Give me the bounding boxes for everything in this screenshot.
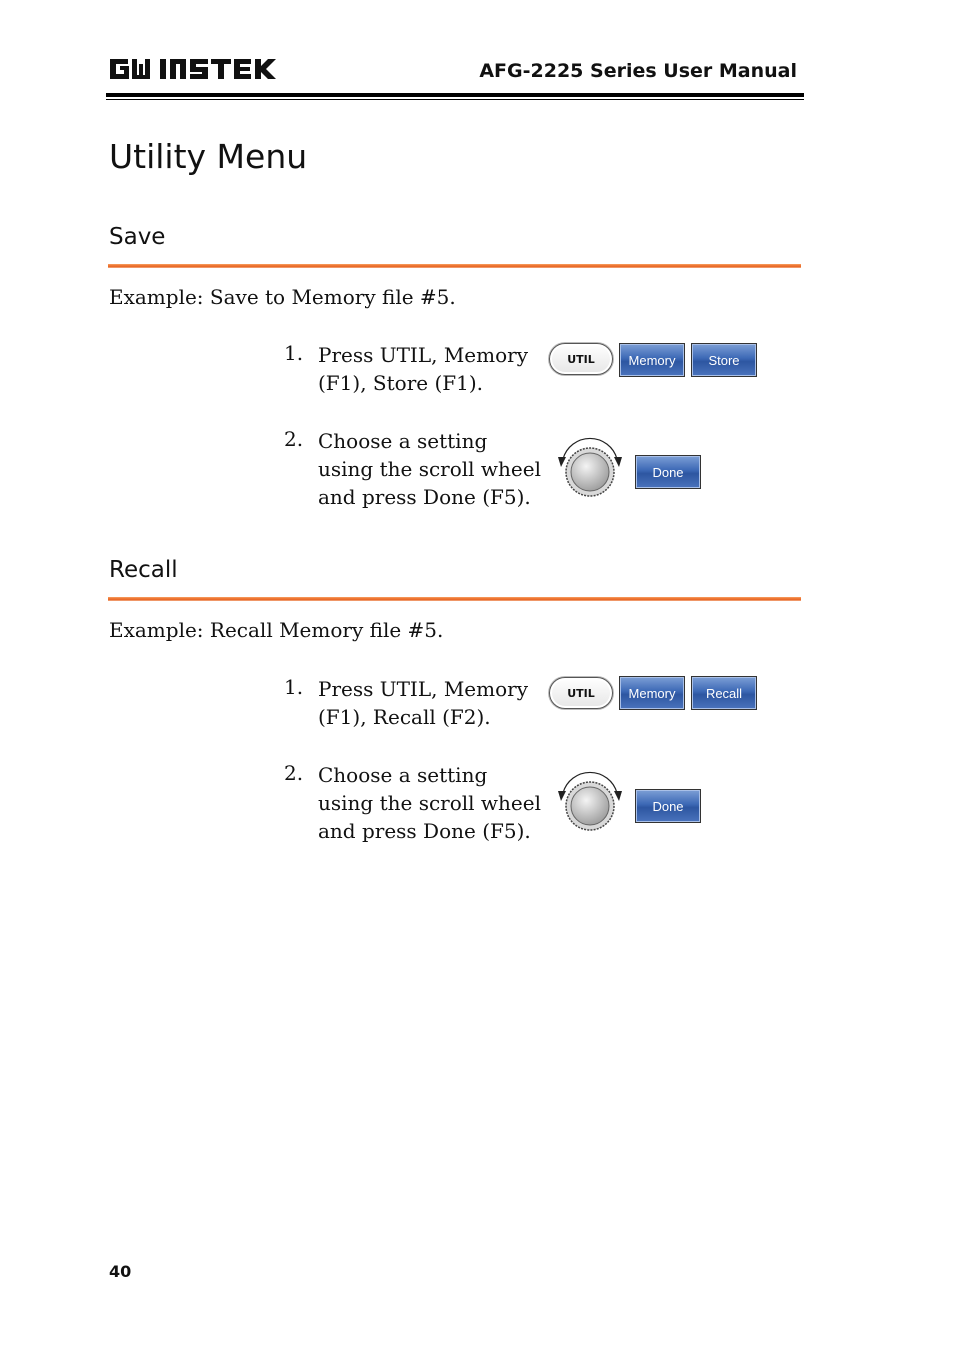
step-line: using the scroll wheel xyxy=(318,457,541,481)
util-key[interactable]: UTIL xyxy=(549,343,613,375)
step-number: 1. xyxy=(284,341,304,365)
done-softkey[interactable]: Done xyxy=(635,789,701,823)
scroll-wheel-icon[interactable] xyxy=(555,435,625,501)
example-text: Example: Recall Memory file #5. xyxy=(109,618,444,642)
step-line: (F1), Store (F1). xyxy=(318,371,484,395)
step-line: Press UTIL, Memory xyxy=(318,343,529,367)
step-line: Choose a setting xyxy=(318,429,488,453)
recall-softkey[interactable]: Recall xyxy=(691,676,757,710)
step-line: Press UTIL, Memory xyxy=(318,677,529,701)
step-line: Choose a setting xyxy=(318,763,488,787)
example-text: Example: Save to Memory file #5. xyxy=(109,285,456,309)
step-line: and press Done (F5). xyxy=(318,485,531,509)
step-number: 2. xyxy=(284,761,304,785)
step-number: 2. xyxy=(284,427,304,451)
section-heading-save: Save xyxy=(109,224,166,250)
step-line: using the scroll wheel xyxy=(318,791,541,815)
header-rule-thin xyxy=(106,99,804,100)
page-number: 40 xyxy=(109,1262,132,1281)
step-text xyxy=(318,341,548,397)
memory-softkey[interactable]: Memory xyxy=(619,676,685,710)
step-line: and press Done (F5). xyxy=(318,819,531,843)
manual-title: AFG-2225 Series User Manual xyxy=(479,60,797,82)
page-title: Utility Menu xyxy=(109,137,308,176)
step-line: (F1), Recall (F2). xyxy=(318,705,491,729)
scroll-wheel-icon[interactable] xyxy=(555,769,625,835)
memory-softkey[interactable]: Memory xyxy=(619,343,685,377)
gw-instek-logo xyxy=(108,56,278,82)
step-text xyxy=(318,427,548,511)
util-key[interactable]: UTIL xyxy=(549,677,613,709)
section-heading-recall: Recall xyxy=(109,557,178,583)
store-softkey[interactable]: Store xyxy=(691,343,757,377)
step-text xyxy=(318,675,548,731)
section-rule xyxy=(108,264,801,268)
done-softkey[interactable]: Done xyxy=(635,455,701,489)
step-text xyxy=(318,761,548,845)
step-number: 1. xyxy=(284,675,304,699)
header-rule xyxy=(106,93,804,97)
section-rule xyxy=(108,597,801,601)
